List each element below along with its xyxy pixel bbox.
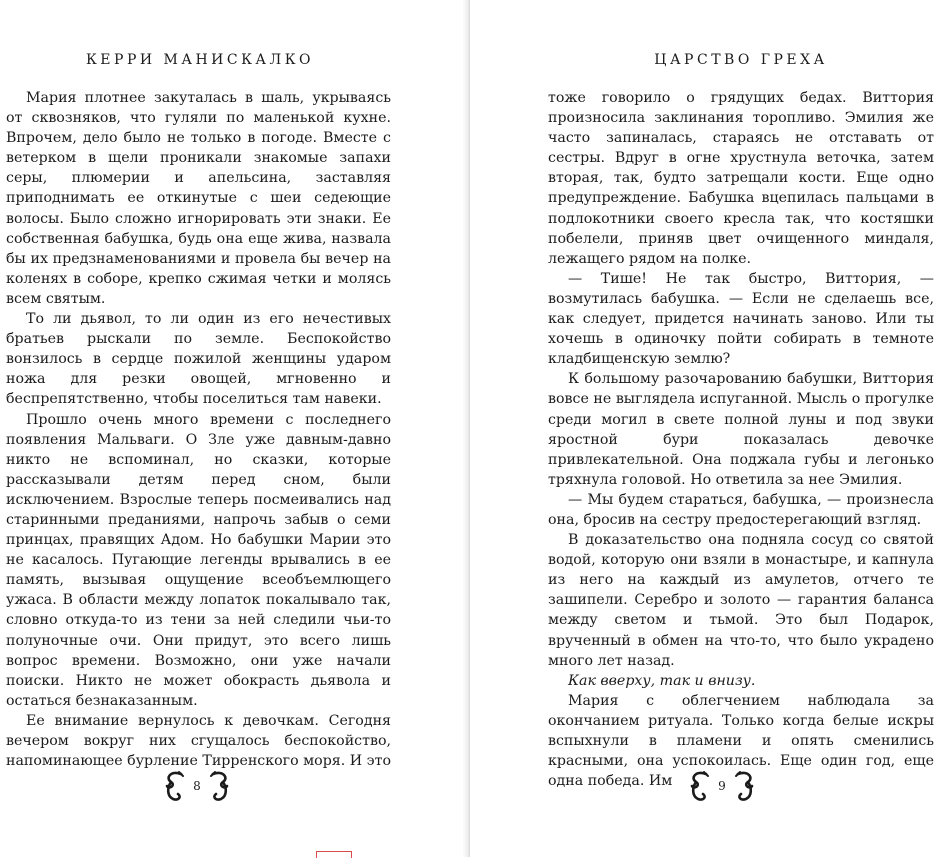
paragraph: Мария с облегчением наблюдала за окончанием ритуала. Только когда белые искры вспыхнули в пламени и опять сменились красными, она успокоилась. Еще один год, еще одна победа. Им — [548, 692, 934, 790]
paragraph: — Тише! Не так быстро, Виттория, — возмутилась бабушка. — Если не сделаешь все, как следует, придется начинать заново. Или ты хочешь в одиночку пойти собирать в темноте кладбищенскую землю? — [548, 270, 934, 368]
flourish-right-icon — [207, 768, 233, 804]
paragraph: То ли дьявол, то ли один из его нечестивых братьев рыскали по земле. Беспокойство вонзилось в сердце пожилой женщины ударом ножа для резки овощей, мгновенно и беспрепятственно, чтобы поселиться там навеки. — [6, 311, 391, 408]
paragraph: К большому разочарованию бабушки, Виттория вовсе не выглядела испуганной. Мысль о прогулке среди могил в свете полной луны и под звуки яростной бури показалась девочке привлекательной. Она поджала губы и легонько тряхнула головой. Но ответила за нее Эмилия. — [548, 371, 934, 488]
left-text-block — [6, 88, 391, 771]
right-text-block — [548, 88, 934, 791]
page-number-ornament — [147, 766, 247, 806]
right-page — [470, 0, 936, 857]
flourish-right-icon — [732, 768, 758, 804]
paragraph: В доказательство она подняла сосуд со святой водой, которую они взяли в монастыре, и капнула из него на каждый из амулетов, отчего те зашипели. Серебро и золото — гарантия баланса между светом и тьмой. Это был Подарок, врученный в обмен на что-то, что было украдено много лет назад. — [548, 532, 934, 669]
flourish-left-icon — [161, 768, 187, 804]
paragraph: Ее внимание вернулось к девочкам. Сегодня вечером вокруг них сгущалось беспокойство, напоминающее бурление Тирренского моря. И это — [6, 712, 391, 770]
page-number: 8 — [193, 779, 201, 793]
left-page — [0, 0, 466, 857]
italic-line: Как вверху, так и внизу. — [568, 672, 756, 689]
page-number-ornament — [672, 766, 772, 806]
paragraph-continued: тоже говорило о грядущих бедах. Виттория произносила заклинания торопливо. Эмилия же часто запиналась, стараясь не отставать от сестры. Вдруг в огне хрустнула веточка, затем вторая, так, будто затрещали кости. Еще одно предупреждение. Бабушка вцепилась пальцами в подлокотники своего кресла так, что костяшки побелели, приняв цвет очищенного миндаля, лежащего рядом на полке. — [548, 90, 934, 267]
paragraph: Мария плотнее закуталась в шаль, укрываясь от сквозняков, что гуляли по маленькой кухне. Впрочем, дело было не только в погоде. Вместе с ветерком в щели проникали знакомые запахи серы, плюмерии и апельсина, заставляя приподнимать ее откинутые с шеи седеющие волосы. Было сложно игнорировать эти знаки. Ее собственная бабушка, будь она еще жива, назвала бы их предзнаменованиями и провела бы вечер на коленях в соборе, крепко сжимая четки и молясь всем святым. — [6, 90, 391, 307]
running-head-author: КЕРРИ МАНИСКАЛКО — [85, 52, 315, 68]
paragraph: — Мы будем стараться, бабушка, — произнесла она, бросив на сестру предостерегающий взгляд. — [548, 491, 934, 528]
flourish-left-icon — [686, 768, 712, 804]
page-number: 9 — [718, 779, 726, 793]
running-head-title: ЦАРСТВО ГРЕХА — [654, 52, 828, 68]
paragraph: Прошло очень много времени с последнего появления Мальваги. О Зле уже давным-давно никто не вспоминал, но сказки, которые рассказывали детям перед сном, были исключением. Взрослые теперь посмеивались над старинными преданиями, напрочь забыв о семи принцах, правящих Адом. Но бабушки Марии это не касалось. Пугающие легенды врывались в ее память, вызывая ощущение всеобъемлющего ужаса. В области между лопаток покалывало так, словно откуда-то из тени за ней следили чьи-то полуночные очи. Они придут, это всего лишь вопрос времени. Возможно, они уже начали поиски. Никто не может обокрасть дьявола и остаться безнаказанным. — [6, 411, 391, 709]
